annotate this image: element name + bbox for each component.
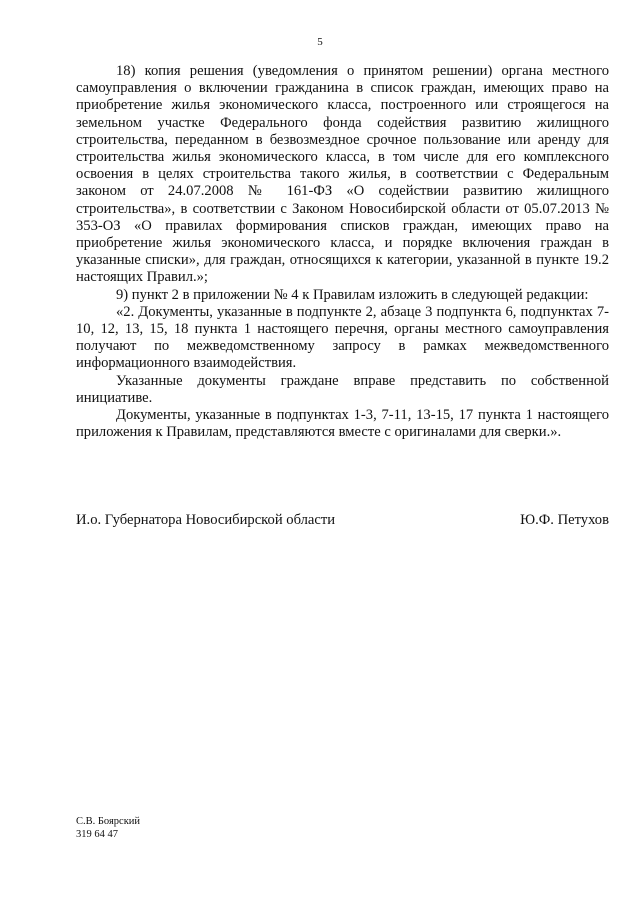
executor-name: С.В. Боярский bbox=[76, 816, 141, 827]
paragraph-item-9: 9) пункт 2 в приложении № 4 к Правилам изложить в следующей редакции: bbox=[116, 286, 589, 303]
signatory-name: Ю.Ф. Петухов bbox=[520, 512, 609, 528]
signature-block bbox=[76, 512, 609, 529]
paragraph-own-initiative: Указанные документы граждане вправе представить по собственной инициативе. bbox=[76, 372, 609, 406]
document-body bbox=[76, 63, 609, 441]
executor-block bbox=[76, 816, 140, 841]
paragraph-item-18: 18) копия решения (уведомления о принятом решении) органа местного самоуправления о включении гражданина в список граждан, имеющих право на приобретение жилья экономического класса, построенного или строящегося на земельном участке Федерального фонда содействия развитию жилищного строительства, переданном в безвозмездное срочное пользование или аренду для строительства жилья экономического класса, в том числе для его комплексного освоения в целях строительства такого жилья, в соответствии с Федеральным законом от 24.07.2008 № 161-ФЗ «О содействии развитию жилищного строительства», в соответствии с Законом Новосибирской области от 05.07.2013 № 353-ОЗ «О правилах формирования списков граждан, имеющих право на приобретение жилья экономического класса, и порядке включения граждан в указанные списки», для граждан, относящихся к категории, указанной в пункте 19.2 настоящих Правил.»; bbox=[76, 63, 609, 286]
page-number: 5 bbox=[317, 36, 323, 48]
signatory-position: И.о. Губернатора Новосибирской области bbox=[76, 512, 336, 528]
executor-phone: 319 64 47 bbox=[76, 828, 118, 840]
paragraph-originals: Документы, указанные в подпунктах 1-3, 7-11, 13-15, 17 пункта 1 настоящего приложения к Правилам, представляются вместе с оригиналами для сверки.». bbox=[76, 407, 609, 441]
paragraph-point-2: «2. Документы, указанные в подпункте 2, абзаце 3 подпункта 6, подпунктах 7-10, 12, 13, 15, 18 пункта 1 настоящего перечня, органы местного самоуправления получают по межведомственному запросу в рамках межведомственного информационного взаимодействия. bbox=[76, 303, 609, 372]
